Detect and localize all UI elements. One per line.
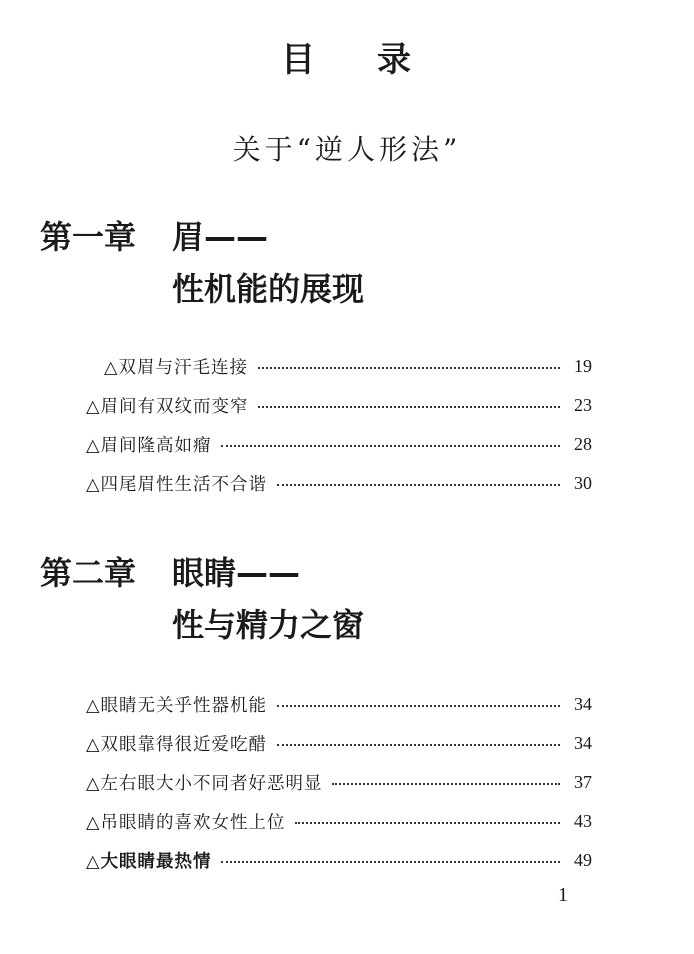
entry-label: △双眼靠得很近爱吃醋 xyxy=(86,734,267,755)
chapter-1-number: 第一章 xyxy=(40,218,137,256)
dot-leader xyxy=(277,484,560,486)
chapter-1-title: 眉—— xyxy=(172,218,269,256)
dot-leader xyxy=(295,822,560,824)
toc-entry[interactable] xyxy=(86,429,592,459)
dot-leader xyxy=(221,861,560,863)
entry-page-number: 43 xyxy=(574,810,592,831)
toc-entry[interactable] xyxy=(86,689,592,719)
toc-entry[interactable] xyxy=(86,468,592,498)
toc-entry[interactable] xyxy=(104,351,592,381)
dot-leader xyxy=(221,445,560,447)
entry-label: △大眼睛最热情 xyxy=(86,851,212,872)
entry-page-number: 49 xyxy=(574,849,592,870)
toc-title xyxy=(0,32,694,81)
entry-label: △左右眼大小不同者好恶明显 xyxy=(86,773,323,794)
toc-entry[interactable] xyxy=(86,728,592,758)
chapter-1-heading xyxy=(40,212,268,258)
entry-label: △双眉与汗毛连接 xyxy=(104,357,248,378)
dot-leader xyxy=(277,744,560,746)
toc-entry[interactable] xyxy=(86,845,592,875)
entry-page-number: 23 xyxy=(574,394,592,415)
entry-page-number: 28 xyxy=(574,433,592,454)
dot-leader xyxy=(277,705,560,707)
preface-heading: 关于“逆人形法” xyxy=(232,133,462,166)
toc-entry[interactable] xyxy=(86,806,592,836)
entry-page-number: 34 xyxy=(574,693,592,714)
chapter-2-title: 眼睛—— xyxy=(172,554,301,592)
toc-entry[interactable] xyxy=(86,767,592,797)
entry-label: △眉间隆高如瘤 xyxy=(86,435,212,456)
dot-leader xyxy=(258,367,560,369)
chapter-2-heading xyxy=(40,548,300,594)
page-number: 1 xyxy=(558,884,568,906)
toc-title-left: 目 xyxy=(281,40,317,80)
entry-page-number: 30 xyxy=(574,472,592,493)
dot-leader xyxy=(332,783,560,785)
entry-label: △四尾眉性生活不合谐 xyxy=(86,474,267,495)
toc-entry[interactable] xyxy=(86,390,592,420)
dot-leader xyxy=(258,406,560,408)
toc-title-right: 录 xyxy=(377,40,413,80)
chapter-2-subtitle: 性与精力之窗 xyxy=(172,606,365,644)
chapter-2-number: 第二章 xyxy=(40,554,137,592)
entry-page-number: 19 xyxy=(574,355,592,376)
entry-page-number: 34 xyxy=(574,732,592,753)
entry-label: △吊眼睛的喜欢女性上位 xyxy=(86,812,286,833)
entry-page-number: 37 xyxy=(574,771,592,792)
entry-label: △眼睛无关乎性器机能 xyxy=(86,695,267,716)
chapter-1-subtitle: 性机能的展现 xyxy=(172,270,365,308)
entry-label: △眉间有双纹而变窄 xyxy=(86,396,249,417)
